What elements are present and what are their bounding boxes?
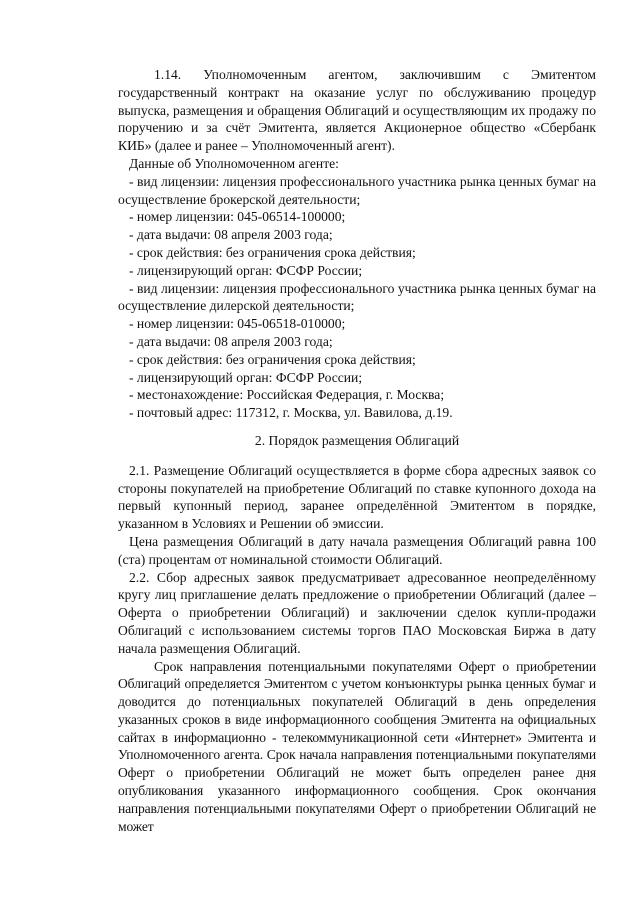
list-item: - дата выдачи: 08 апреля 2003 года; <box>129 333 333 349</box>
document-page <box>118 66 596 835</box>
paragraph-1-14: 1.14. Уполномоченным агентом, заключившим с Эмитентом государственный контракт на оказание услуг по обслуживанию процедур выпуска, размещения и обращения Облигаций и осуществляющим их продажу по поручению и за счёт Эмитента, является Акционерное общество «Сбербанк КИБ» (далее и ранее – Уполномоченный агент). <box>118 67 596 154</box>
list-item: - вид лицензии: лицензия профессионального участника рынка ценных бумаг на осуществление брокерской деятельности; <box>118 173 596 207</box>
paragraph-2-2: 2.2. Сбор адресных заявок предусматривает адресованное неопределённому кругу лиц приглашение делать предложение о приобретении Облигаций (далее – Оферта о приобретении Облигаций) и заключении сделок купли-продажи Облигаций с использованием системы торгов ПАО Московская Биржа в дату начала размещения Облигаций. <box>118 569 596 656</box>
list-item: - почтовый адрес: 117312, г. Москва, ул. Вавилова, д.19. <box>129 405 453 421</box>
list-item: - лицензирующий орган: ФСФР России; <box>129 262 363 278</box>
list-item: - дата выдачи: 08 апреля 2003 года; <box>129 227 333 243</box>
section-2-heading: 2. Порядок размещения Облигаций <box>254 432 460 448</box>
list-item: - срок действия: без ограничения срока действия; <box>129 244 416 260</box>
list-item: - вид лицензии: лицензия профессионального участника рынка ценных бумаг на осуществление дилерской деятельности; <box>118 280 596 314</box>
list-item: - номер лицензии: 045-06518-010000; <box>129 316 346 332</box>
agent-data-list <box>118 173 596 422</box>
list-item: - срок действия: без ограничения срока действия; <box>129 351 416 367</box>
paragraph-price: Цена размещения Облигаций в дату начала размещения Облигаций равна 100 (ста) процентам от номинальной стоимости Облигаций. <box>118 533 596 567</box>
paragraph-2-1: 2.1. Размещение Облигаций осуществляется в форме сбора адресных заявок со стороны покупателей на приобретение Облигаций по ставке купонного дохода на первый купонный период, заранее определённой Эмитентом в порядке, указанном в Условиях и Решении об эмиссии. <box>118 462 596 532</box>
list-item: - местонахождение: Российская Федерация, г. Москва; <box>129 387 445 403</box>
list-item: - номер лицензии: 045-06514-100000; <box>129 209 346 225</box>
agent-data-label: Данные об Уполномоченном агенте: <box>129 155 339 171</box>
paragraph-offer-term: Срок направления потенциальными покупателями Оферт о приобретении Облигаций определяется Эмитентом с учетом конъюнктуры рынка ценных бумаг и доводится до потенциальных покупателей Облигаций в день определения указанных сроков в виде информационного сообщения Эмитента на официальных сайтах в информационно - телекоммуникационной сети «Интернет» Эмитента и Уполномоченного агента. Срок начала направления потенциальными покупателями Оферт о приобретении Облигаций не может быть определен ранее дня опубликования указанного информационного сообщения. Срок окончания направления потенциальными покупателями Оферт о приобретении Облигаций не может <box>118 658 596 834</box>
list-item: - лицензирующий орган: ФСФР России; <box>129 369 363 385</box>
